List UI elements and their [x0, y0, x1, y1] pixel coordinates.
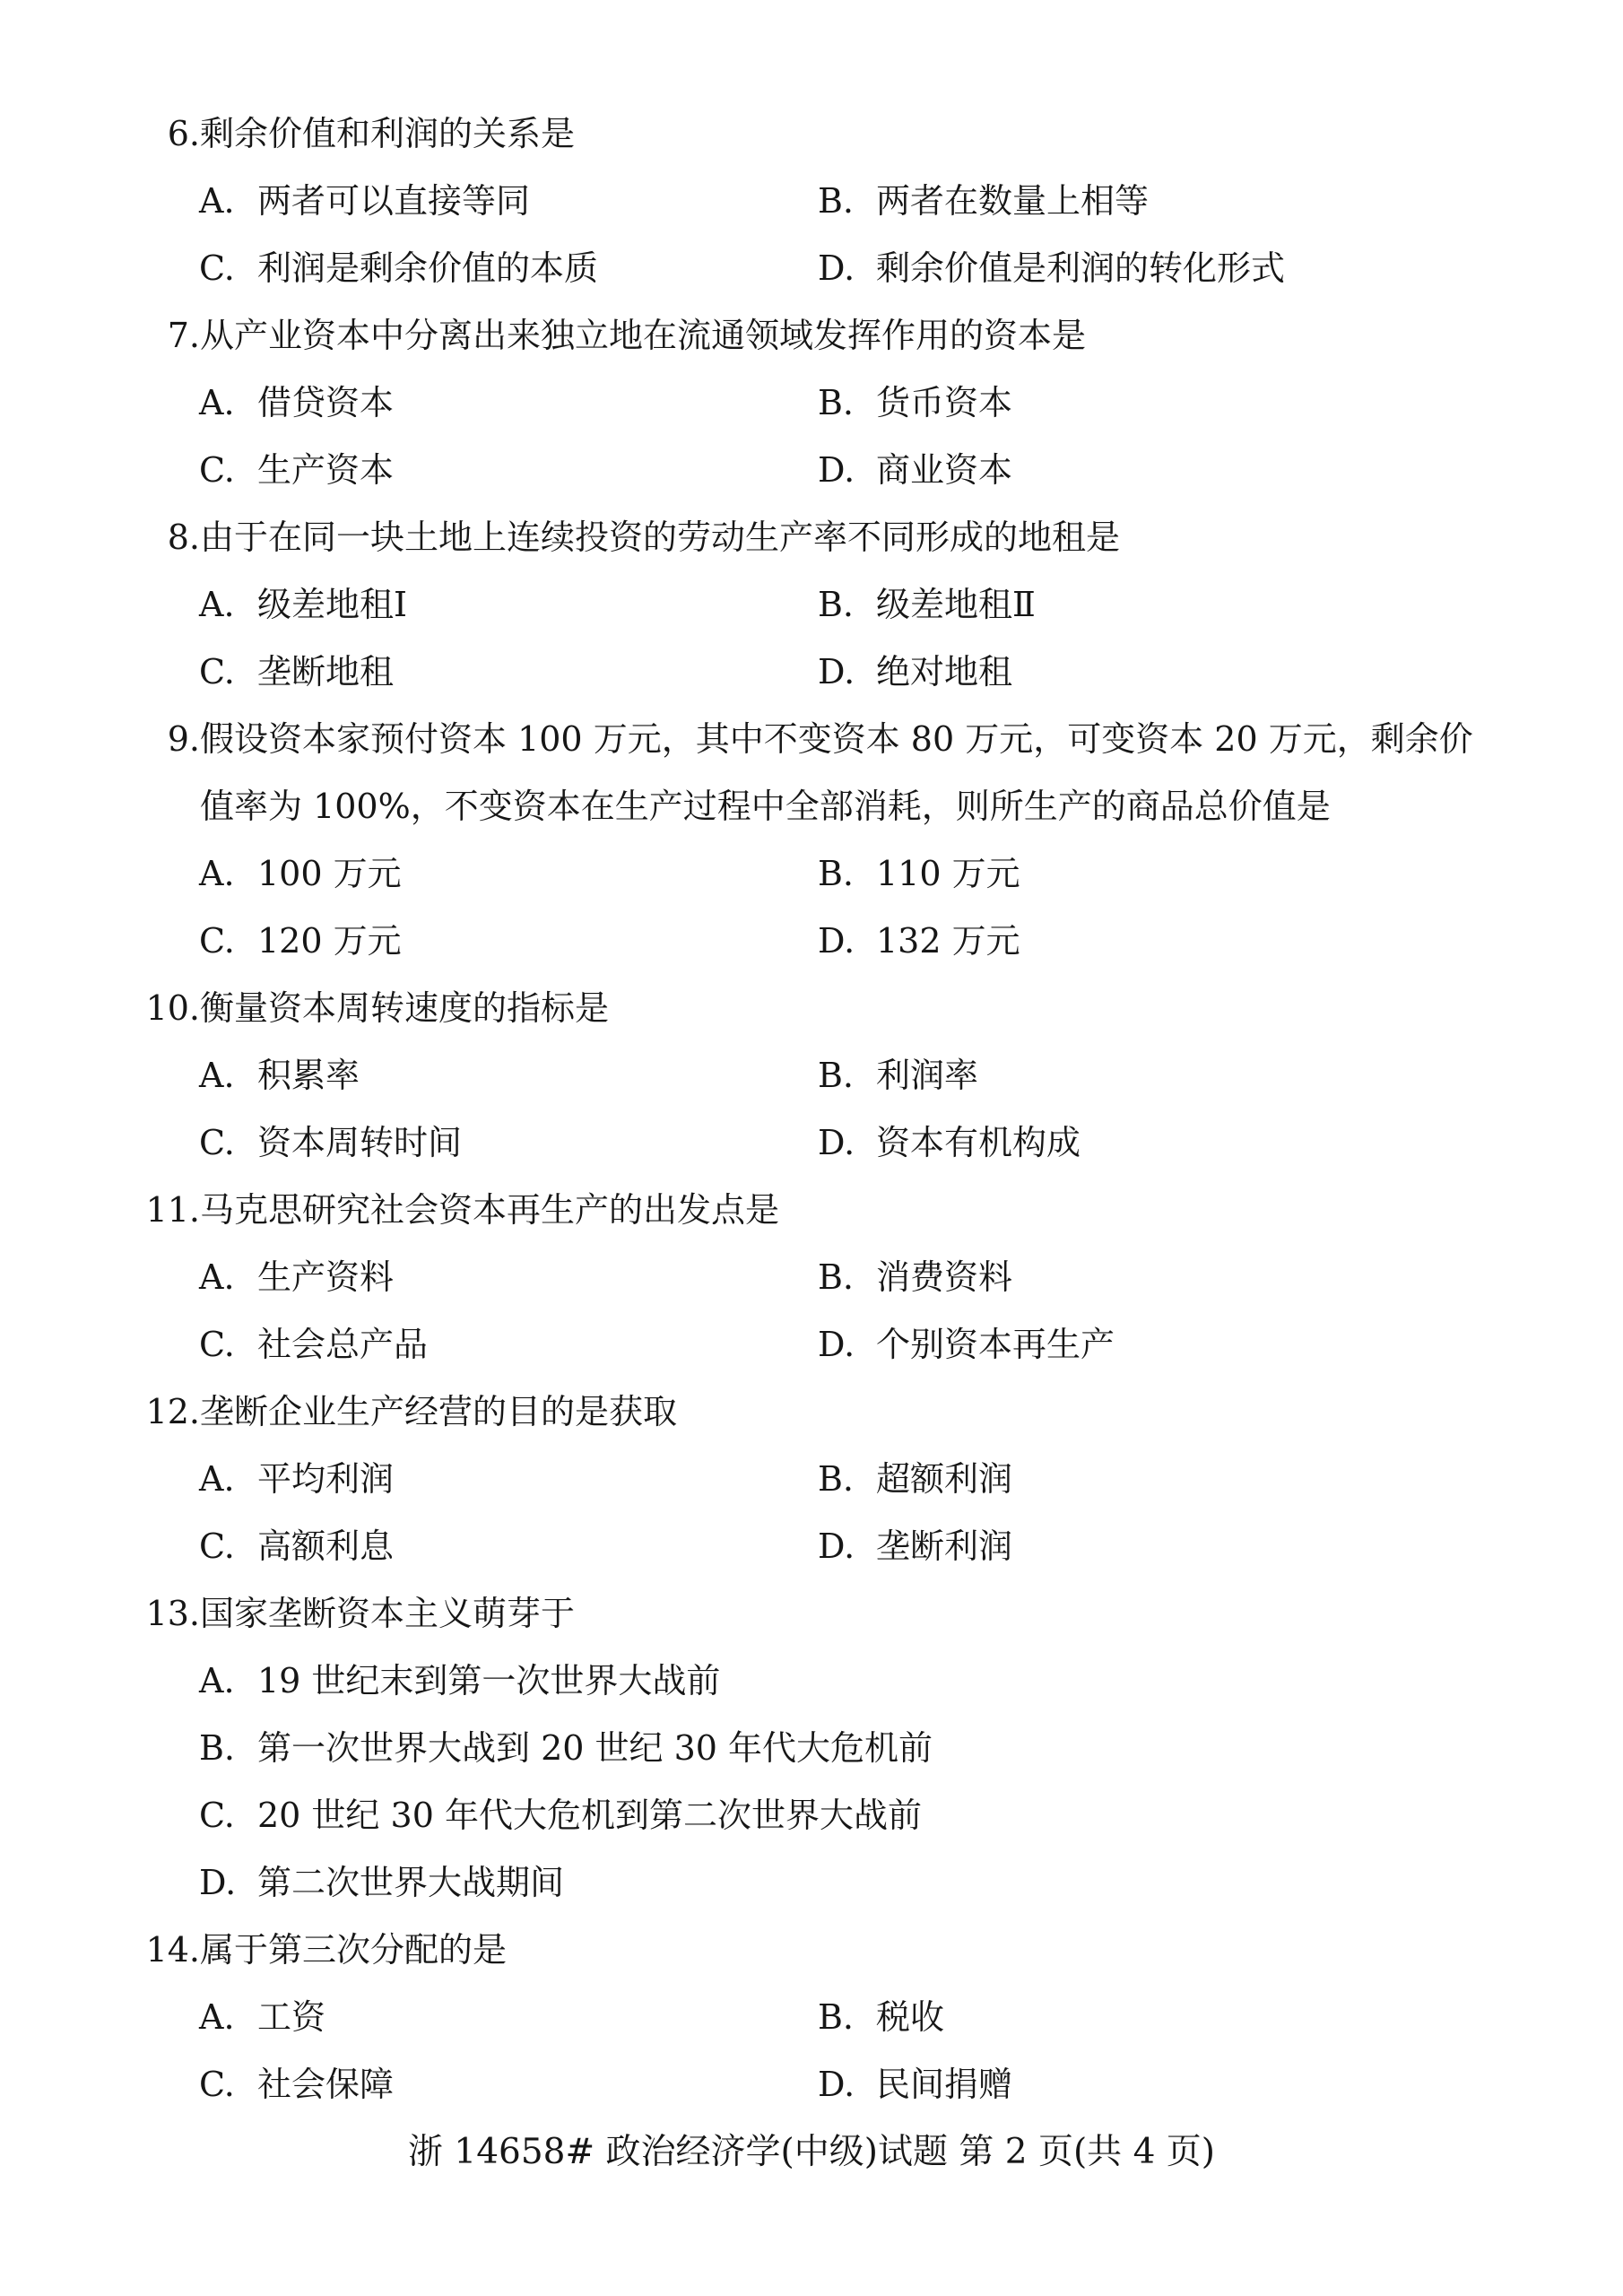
option-text: 商业资本	[876, 450, 1013, 490]
option-text: 社会保障	[257, 2065, 395, 2104]
option-text: 级差地租Ⅰ	[257, 585, 408, 624]
option-text: 民间捐赠	[876, 2065, 1013, 2104]
option-letter: B.	[818, 585, 855, 624]
option-text: 税收	[876, 1997, 945, 2037]
option-letter: A.	[199, 1459, 235, 1499]
option-letter: C.	[199, 921, 235, 961]
question-12-stem	[130, 1378, 1493, 1446]
option-text: 19 世纪末到第一次世界大战前	[257, 1661, 721, 1700]
option-text: 剩余价值是利润的转化形式	[876, 248, 1286, 288]
question-number: 7.	[167, 316, 200, 355]
question-13-option-a[interactable]	[199, 1648, 720, 1715]
question-8-option-b[interactable]	[818, 571, 1036, 639]
question-6-stem	[130, 100, 1493, 168]
question-11-stem	[130, 1177, 1493, 1244]
option-text: 生产资本	[257, 450, 395, 490]
question-10-stem	[130, 975, 1493, 1042]
option-letter: C.	[199, 2065, 235, 2104]
question-text: 属于第三次分配的是	[200, 1930, 508, 1970]
question-13-option-c[interactable]	[199, 1782, 922, 1849]
question-7-option-b[interactable]	[818, 370, 1012, 437]
question-number: 9.	[167, 719, 200, 759]
question-14-option-c[interactable]	[199, 2051, 394, 2118]
question-text: 由于在同一块土地上连续投资的劳动生产率不同形成的地租是	[200, 517, 1121, 557]
option-letter: D.	[818, 2065, 855, 2104]
option-letter: D.	[818, 1325, 855, 1364]
question-14-option-d[interactable]	[818, 2051, 1012, 2118]
question-11-option-a[interactable]	[199, 1244, 394, 1311]
option-text: 超额利润	[876, 1459, 1013, 1499]
question-text: 从产业资本中分离出来独立地在流通领域发挥作用的资本是	[200, 316, 1087, 355]
question-11-option-c[interactable]	[199, 1311, 428, 1378]
question-11-option-b[interactable]	[818, 1244, 1012, 1311]
question-text: 马克思研究社会资本再生产的出发点是	[200, 1190, 780, 1230]
option-letter: B.	[199, 1728, 236, 1768]
option-letter: D.	[818, 921, 855, 961]
question-number: 8.	[167, 517, 200, 557]
question-6-option-b[interactable]	[818, 168, 1149, 235]
option-text: 消费资料	[876, 1257, 1013, 1297]
question-number: 6.	[167, 114, 200, 153]
option-letter: A.	[199, 1997, 235, 2037]
question-12-option-a[interactable]	[199, 1446, 394, 1513]
page-footer: 浙 14658# 政治经济学(中级)试题 第 2 页(共 4 页)	[407, 2132, 1215, 2172]
option-letter: D.	[818, 1526, 855, 1566]
option-text: 利润是剩余价值的本质	[257, 248, 599, 288]
option-letter: D.	[818, 248, 855, 288]
option-text: 工资	[257, 1997, 326, 2037]
option-letter: B.	[818, 181, 855, 221]
option-text: 平均利润	[257, 1459, 395, 1499]
option-letter: D.	[818, 450, 855, 490]
question-10-option-c[interactable]	[199, 1109, 462, 1177]
question-10-option-a[interactable]	[199, 1042, 360, 1109]
question-9-option-a[interactable]	[199, 840, 402, 908]
option-letter: C.	[199, 652, 235, 691]
question-8-option-d[interactable]	[818, 639, 1012, 706]
option-letter: D.	[199, 1863, 237, 1902]
option-text: 高额利息	[257, 1526, 395, 1566]
option-letter: B.	[818, 1257, 855, 1297]
option-text: 垄断利润	[876, 1526, 1013, 1566]
option-text: 个别资本再生产	[876, 1325, 1115, 1364]
question-12-option-c[interactable]	[199, 1513, 394, 1580]
question-number: 12.	[145, 1392, 200, 1431]
option-letter: B.	[818, 383, 855, 422]
option-letter: A.	[199, 854, 235, 893]
option-text: 利润率	[876, 1056, 979, 1095]
question-number: 13.	[145, 1594, 200, 1633]
question-6-option-a[interactable]	[199, 168, 530, 235]
question-8-option-c[interactable]	[199, 639, 394, 706]
option-letter: A.	[199, 585, 235, 624]
question-number: 11.	[145, 1190, 200, 1230]
question-11-option-d[interactable]	[818, 1311, 1115, 1378]
option-letter: C.	[199, 1325, 235, 1364]
question-14-option-a[interactable]	[199, 1984, 325, 2051]
question-7-option-a[interactable]	[199, 370, 394, 437]
question-text: 衡量资本周转速度的指标是	[200, 988, 610, 1028]
option-letter: C.	[199, 450, 235, 490]
option-text: 资本周转时间	[257, 1123, 463, 1162]
option-text: 生产资料	[257, 1257, 395, 1297]
option-text: 资本有机构成	[876, 1123, 1081, 1162]
option-text: 第二次世界大战期间	[257, 1863, 565, 1902]
question-6-option-c[interactable]	[199, 235, 598, 302]
option-letter: C.	[199, 1526, 235, 1566]
question-12-option-d[interactable]	[818, 1513, 1012, 1580]
question-8-stem	[130, 504, 1493, 571]
question-9-option-c[interactable]	[199, 908, 402, 975]
question-9-stem-continued	[130, 773, 1493, 840]
question-9-option-b[interactable]	[818, 840, 1020, 908]
option-text: 级差地租Ⅱ	[876, 585, 1036, 624]
question-13-option-d[interactable]	[199, 1849, 564, 1917]
option-text: 两者在数量上相等	[876, 181, 1150, 221]
option-letter: D.	[818, 1123, 855, 1162]
question-text-line2: 值率为 100%，不变资本在生产过程中全部消耗，则所生产的商品总价值是	[200, 787, 1331, 826]
question-10-option-d[interactable]	[818, 1109, 1081, 1177]
option-text: 绝对地租	[876, 652, 1013, 691]
question-7-stem	[130, 302, 1493, 370]
option-letter: A.	[199, 1661, 235, 1700]
option-letter: C.	[199, 1123, 235, 1162]
option-letter: A.	[199, 1257, 235, 1297]
option-text: 货币资本	[876, 383, 1013, 422]
question-number: 14.	[145, 1930, 200, 1970]
option-text: 20 世纪 30 年代大危机到第二次世界大战前	[257, 1796, 922, 1835]
question-text: 剩余价值和利润的关系是	[200, 114, 576, 153]
option-letter: A.	[199, 1056, 235, 1095]
question-9-option-d[interactable]	[818, 908, 1020, 975]
question-13-option-b[interactable]	[199, 1715, 933, 1782]
question-13-stem	[130, 1580, 1493, 1648]
option-letter: A.	[199, 181, 235, 221]
question-8-option-a[interactable]	[199, 571, 407, 639]
question-7-option-d[interactable]	[818, 437, 1012, 504]
question-text: 垄断企业生产经营的目的是获取	[200, 1392, 678, 1431]
option-text: 第一次世界大战到 20 世纪 30 年代大危机前	[257, 1728, 933, 1768]
option-letter: B.	[818, 1997, 855, 2037]
question-6-option-d[interactable]	[818, 235, 1285, 302]
option-text: 110 万元	[876, 854, 1020, 893]
option-text: 132 万元	[876, 921, 1020, 961]
option-text: 积累率	[257, 1056, 360, 1095]
question-14-option-b[interactable]	[818, 1984, 944, 2051]
option-text: 社会总产品	[257, 1325, 429, 1364]
option-text: 两者可以直接等同	[257, 181, 531, 221]
question-10-option-b[interactable]	[818, 1042, 978, 1109]
option-text: 垄断地租	[257, 652, 395, 691]
question-12-option-b[interactable]	[818, 1446, 1012, 1513]
option-text: 120 万元	[257, 921, 402, 961]
option-text: 100 万元	[257, 854, 402, 893]
option-text: 借贷资本	[257, 383, 395, 422]
question-7-option-c[interactable]	[199, 437, 394, 504]
option-letter: C.	[199, 1796, 235, 1835]
question-9-stem	[130, 706, 1493, 773]
question-text: 假设资本家预付资本 100 万元，其中不变资本 80 万元，可变资本 20 万元，剩余价	[200, 719, 1473, 759]
question-14-stem	[130, 1917, 1493, 1984]
question-text: 国家垄断资本主义萌芽于	[200, 1594, 576, 1633]
question-number: 10.	[145, 988, 200, 1028]
option-letter: B.	[818, 1459, 855, 1499]
option-letter: A.	[199, 383, 235, 422]
option-letter: D.	[818, 652, 855, 691]
option-letter: B.	[818, 1056, 855, 1095]
option-letter: C.	[199, 248, 235, 288]
option-letter: B.	[818, 854, 855, 893]
